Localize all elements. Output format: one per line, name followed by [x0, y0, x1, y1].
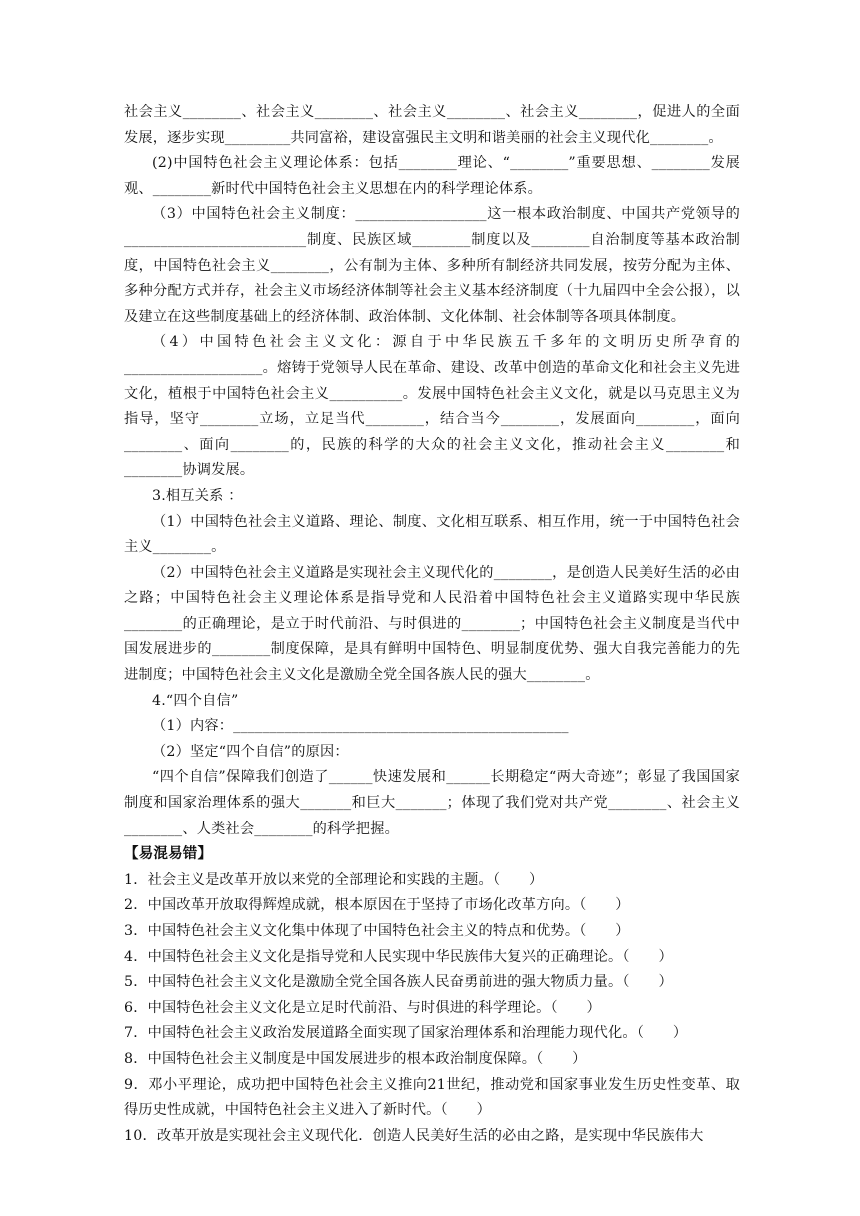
- confusion-item: 3．中国特色社会主义文化集中体现了中国特色社会主义的特点和优势。（ ）: [124, 923, 630, 939]
- confusion-item: 9．邓小平理论，成功把中国特色社会主义推向21世纪，推动党和国家事业发生历史性变革、取得历史性成就，中国特色社会主义进入了新时代。（ ）: [124, 1076, 740, 1119]
- confusion-heading: 【易混易错】: [124, 846, 213, 863]
- confusion-item: 6．中国特色社会主义文化是立足时代前沿、与时俱进的科学理论。（ ）: [124, 999, 601, 1016]
- confusion-item: 7．中国特色社会主义政治发展道路全面实现了国家治理体系和治理能力现代化。（ ）: [124, 1025, 688, 1042]
- confusion-item: 5．中国特色社会主义文化是激励全党全国各族人民奋勇前进的强大物质力量。（ ）: [124, 974, 673, 991]
- paragraph-system: （3）中国特色社会主义制度：__________________这一根本政治制度、中国共产党领导的_________________________制度、民族区域________制度以及________自治制度等基本政治制度，中国特色社会主义________，公有制为主体、多种所有制经济共同发展，按劳分配为主体、多种分配方式并存，社会主义市场经济体制等社会主义基本经济制度（十九届四中全会公报），以及建立在这些制度基础上的经济体制、政治体制、文化体制、社会体制等各项具体制度。: [124, 206, 740, 325]
- paragraph-socialism-goals: 社会主义________、社会主义________、社会主义________、社会主义________，促进人的全面发展，逐步实现_________共同富裕，建设富强民主文明和谐美丽的社会主义现代化________。: [124, 104, 740, 146]
- confusion-item: 10．改革开放是实现社会主义现代化．创造人民美好生活的必由之路，是实现中华民族伟大: [124, 1127, 704, 1144]
- section-title-four-confidences: 4.“四个自信”: [152, 692, 239, 709]
- paragraph-culture: （4）中国特色社会主义文化：源自于中华民族五千多年的文明历史所孕育的___________________。熔铸于党领导人民在革命、建设、改革中创造的革命文化和社会主义先进文化，植根于中国特色社会主义__________。发展中国特色社会主义文化，就是以马克思主义为指导，坚守________立场，立足当代________，结合当今________，发展面向________，面向________、面向________的，民族的科学的大众的社会主义文化，推动社会主义________和________协调发展。: [124, 334, 740, 479]
- paragraph-confidence-reason-title: （2）坚定“四个自信”的原因：: [152, 743, 349, 760]
- paragraph-confidence-reason: “四个自信”保障我们创造了______快速发展和______长期稳定“两大奇迹”；彰显了我国国家制度和国家治理体系的强大_______和巨大_______；体现了我们党对共产党________、社会主义________、人类社会________的科学把握。: [124, 769, 740, 837]
- confusion-item: 2．中国改革开放取得辉煌成就，根本原因在于坚持了市场化改革方向。（ ）: [124, 897, 630, 914]
- section-title-relationship: 3.相互关系 ：: [152, 487, 243, 504]
- paragraph-relationship-2: （2）中国特色社会主义道路是实现社会主义现代化的________，是创造人民美好生活的必由之路；中国特色社会主义理论体系是指导党和人民沿着中国特色社会主义道路实现中华民族________的正确理论，是立于时代前沿、与时俱进的________；中国特色社会主义制度是当代中国发展进步的________制度保障，是具有鲜明中国特色、明显制度优势、强大自我完善能力的先进制度；中国特色社会主义文化是激励全党全国各族人民的强大________。: [124, 564, 740, 684]
- confusion-item: 1．社会主义是改革开放以来党的全部理论和实践的主题。（ ）: [124, 871, 544, 888]
- paragraph-relationship-1: （1）中国特色社会主义道路、理论、制度、文化相互联系、相互作用，统一于中国特色社会主义________。: [124, 513, 740, 556]
- confusion-item: 8．中国特色社会主义制度是中国发展进步的根本政治制度保障。（ ）: [124, 1050, 587, 1067]
- paragraph-confidence-content: （1）内容：______________________________________________: [152, 718, 569, 735]
- document-body: [124, 100, 740, 1149]
- paragraph-theory-system: (2)中国特色社会主义理论体系：包括________理论、“________”重要思想、________发展观、________新时代中国特色社会主义思想在内的科学理论体系。: [124, 155, 740, 197]
- confusion-item: 4．中国特色社会主义文化是指导党和人民实现中华民族伟大复兴的正确理论。（ ）: [124, 948, 673, 965]
